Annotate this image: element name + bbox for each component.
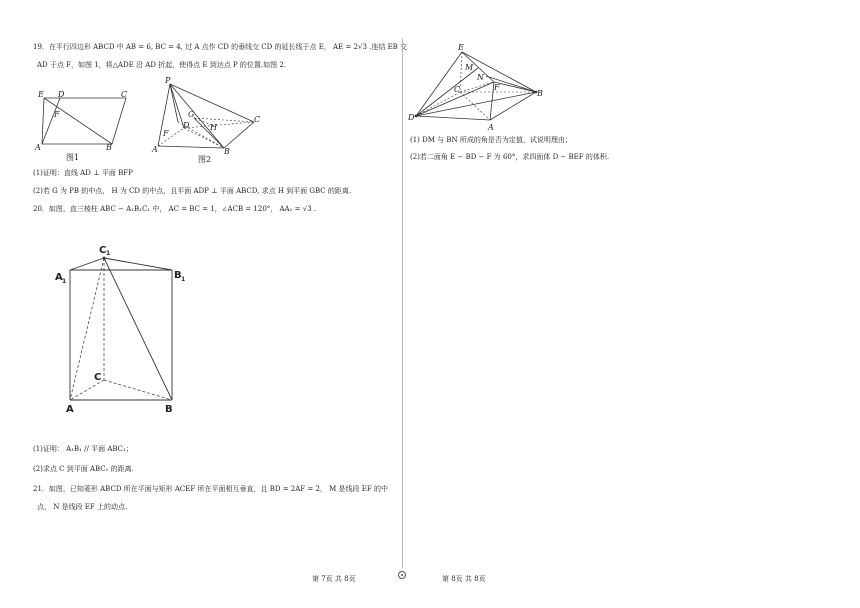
q20-part2: (2)求点 C 到平面 ABC₁ 的距离. xyxy=(33,465,134,473)
q19-part2: (2)若 G 为 PB 的中点， H 为 CD 的中点，且平面 ADP ⊥ 平面 ABCD, 求点 H 到平面 GBC 的距离. xyxy=(33,187,352,195)
fig2-label-a: A xyxy=(152,145,158,154)
q19-stem-line2: AD 于点 F，如图 1，将△ADE 沿 AD 折起，使得点 E 到达点 P 的位置.如图 2. xyxy=(37,61,287,69)
prism-label-c1-sub: 1 xyxy=(106,250,111,257)
q20-stem: 20．如图，直三棱柱 ABC − A₁B₁C₁ 中， AC = BC = 1，∠ACB = 120°， AA₁ = √3 . xyxy=(33,205,317,213)
prism-label-a1: A xyxy=(55,272,63,283)
prism-label-c1: C xyxy=(99,245,107,256)
fig1-label-d: D xyxy=(58,90,65,99)
fig2-label-h: H xyxy=(210,123,217,132)
prism-label-b: B xyxy=(165,404,173,415)
footer-right-page-number: 第 8页 共 8页 xyxy=(442,575,486,583)
fig21-label-m: M xyxy=(465,63,474,72)
q19-figure-1 xyxy=(34,86,134,162)
q21-stem-line2: 点， N 是线段 EF 上的动点. xyxy=(37,503,128,511)
prism-label-a: A xyxy=(66,404,74,415)
prism-label-a1-sub: 1 xyxy=(62,278,67,285)
q21-part1: (1) DM 与 BN 所成的角是否为定值，试说明理由； xyxy=(410,136,572,144)
q19-figure-2 xyxy=(150,72,262,164)
fig2-label-c: C xyxy=(254,115,261,124)
q20-prism-figure xyxy=(50,240,190,420)
fig1-label-b: B xyxy=(106,143,112,152)
fig2-label-f: F xyxy=(163,129,169,138)
q20-part1: (1)证明： A₁B₁ // 平面 ABC₁； xyxy=(33,445,133,453)
fig21-label-c: C xyxy=(454,85,461,94)
page-divider xyxy=(402,38,403,568)
q19-stem-line1: 19．在平行四边形 ABCD 中 AB = 6, BC = 4, 过 A 点作 CD 的垂线交 CD 的延长线于点 E， AE = 2√3 .连结 EB 交 xyxy=(33,43,408,51)
fig2-label-d: D xyxy=(183,121,190,130)
fig1-caption: 图1 xyxy=(66,153,80,162)
prism-label-c: C xyxy=(94,372,102,383)
binding-hole-icon xyxy=(398,571,406,579)
fig1-label-c: C xyxy=(121,90,128,99)
prism-label-b1: B xyxy=(174,270,182,281)
fig1-label-a: A xyxy=(35,143,41,152)
fig2-label-b: B xyxy=(224,147,230,156)
q21-figure xyxy=(406,40,546,132)
fig2-caption: 图2 xyxy=(198,155,212,164)
fig1-label-f: F xyxy=(54,110,60,119)
fig21-label-f: F xyxy=(494,83,500,92)
fig1-label-e: E xyxy=(38,90,44,99)
q21-part2: (2)若二面角 E − BD − F 为 60°，求四面体 D − BEF 的体积. xyxy=(410,153,610,161)
fig21-label-b: B xyxy=(537,89,543,98)
fig21-label-n: N xyxy=(477,73,484,82)
footer-left-page-number: 第 7页 共 8页 xyxy=(312,575,356,583)
q19-part1: (1)证明：直线 AD ⊥ 平面 BFP xyxy=(33,169,133,177)
fig21-label-d: D xyxy=(408,113,415,122)
fig2-label-p: P xyxy=(165,76,171,85)
fig21-label-a: A xyxy=(488,123,494,132)
fig2-label-g: G xyxy=(188,110,195,119)
fig21-label-e: E xyxy=(458,43,464,52)
prism-label-b1-sub: 1 xyxy=(181,276,186,283)
q21-stem-line1: 21．如图，已知菱形 ABCD 所在平面与矩形 ACEF 所在平面相互垂直，且 BD = 2AF = 2， M 是线段 EF 的中 xyxy=(33,485,388,493)
